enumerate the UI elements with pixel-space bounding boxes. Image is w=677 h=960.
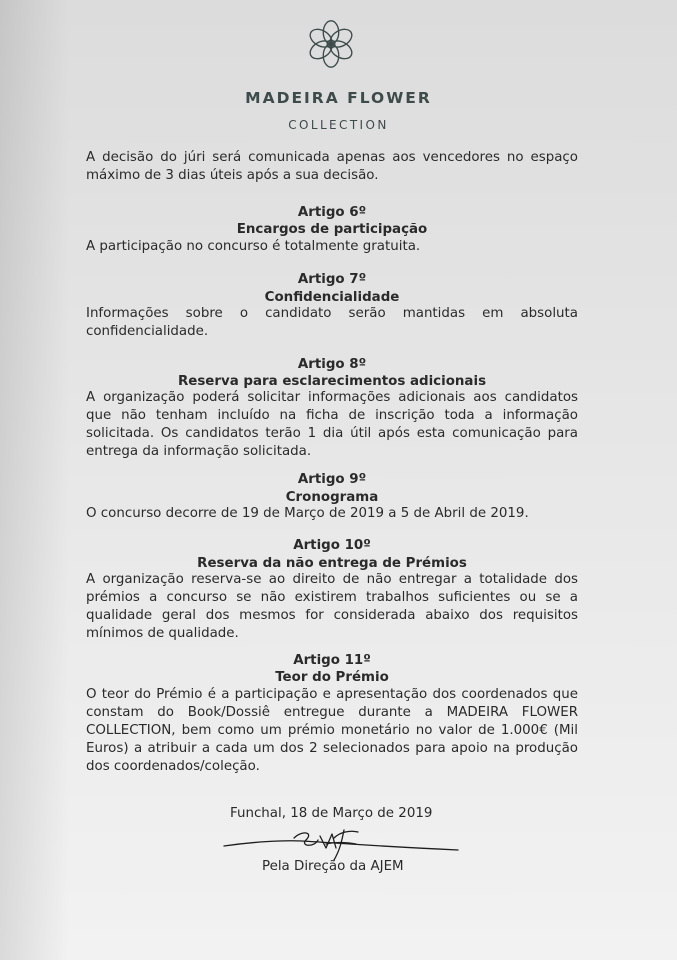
flower-logo-icon: [302, 14, 360, 74]
article-7-title: Confidencialidade: [264, 290, 400, 305]
intro-paragraph: A decisão do júri será comunicada apenas aos vencedores no espaço máximo de 3 dias úteis após a sua decisão.: [86, 150, 578, 183]
article-7-number: Artigo 7º: [297, 272, 367, 287]
article-10-title: Reserva da não entrega de Prémios: [197, 556, 467, 571]
article-11-title: Teor do Prémio: [275, 670, 389, 685]
brand-name: MADEIRA FLOWER: [245, 89, 432, 107]
article-8-title: Reserva para esclarecimentos adicionais: [177, 374, 487, 389]
article-10-number: Artigo 10º: [293, 538, 371, 553]
article-9-text: O concurso decorre de 19 de Março de 2019 a 5 de Abril de 2019.: [86, 506, 529, 521]
article-7-text: Informações sobre o candidato serão mantidas em absoluta confidencialidade.: [86, 306, 578, 339]
article-11-text: O teor do Prémio é a participação e apresentação dos coordenados que constam do Book/Dossiê entregue durante a MADEIRA FLOWER COLLECTION, bem como um prémio monetário no valor de 1.000€ (Mil Euros) a atribuir a cada um dos 2 selecionados para apoio na produção dos coordenados/coleção.: [86, 687, 578, 774]
article-9-title: Cronograma: [285, 490, 379, 505]
article-11-number: Artigo 11º: [293, 653, 371, 668]
article-6-text: A participação no concurso é totalmente gratuita.: [86, 239, 421, 254]
article-9-number: Artigo 9º: [297, 472, 367, 487]
article-6-number: Artigo 6º: [297, 205, 367, 220]
signed-by: Pela Direção da AJEM: [262, 859, 404, 874]
article-8-text: A organização poderá solicitar informações adicionais aos candidatos que não tenham incluído na ficha de inscrição toda a informação solicitada. Os candidatos terão 1 dia útil após esta comunicação para entrega da informação solicitada.: [86, 390, 578, 459]
place-and-date: Funchal, 18 de Março de 2019: [230, 806, 433, 821]
article-8-number: Artigo 8º: [297, 357, 367, 372]
article-10-text: A organização reserva-se ao direito de não entregar a totalidade dos prémios a concurso se não existirem trabalhos suficientes ou se a qualidade geral dos mesmos for considerada abaixo dos requisitos mínimos de qualidade.: [86, 572, 578, 641]
article-6-title: Encargos de participação: [236, 222, 428, 237]
handwritten-signature: [222, 826, 462, 862]
brand-subtitle: COLLECTION: [288, 118, 389, 132]
